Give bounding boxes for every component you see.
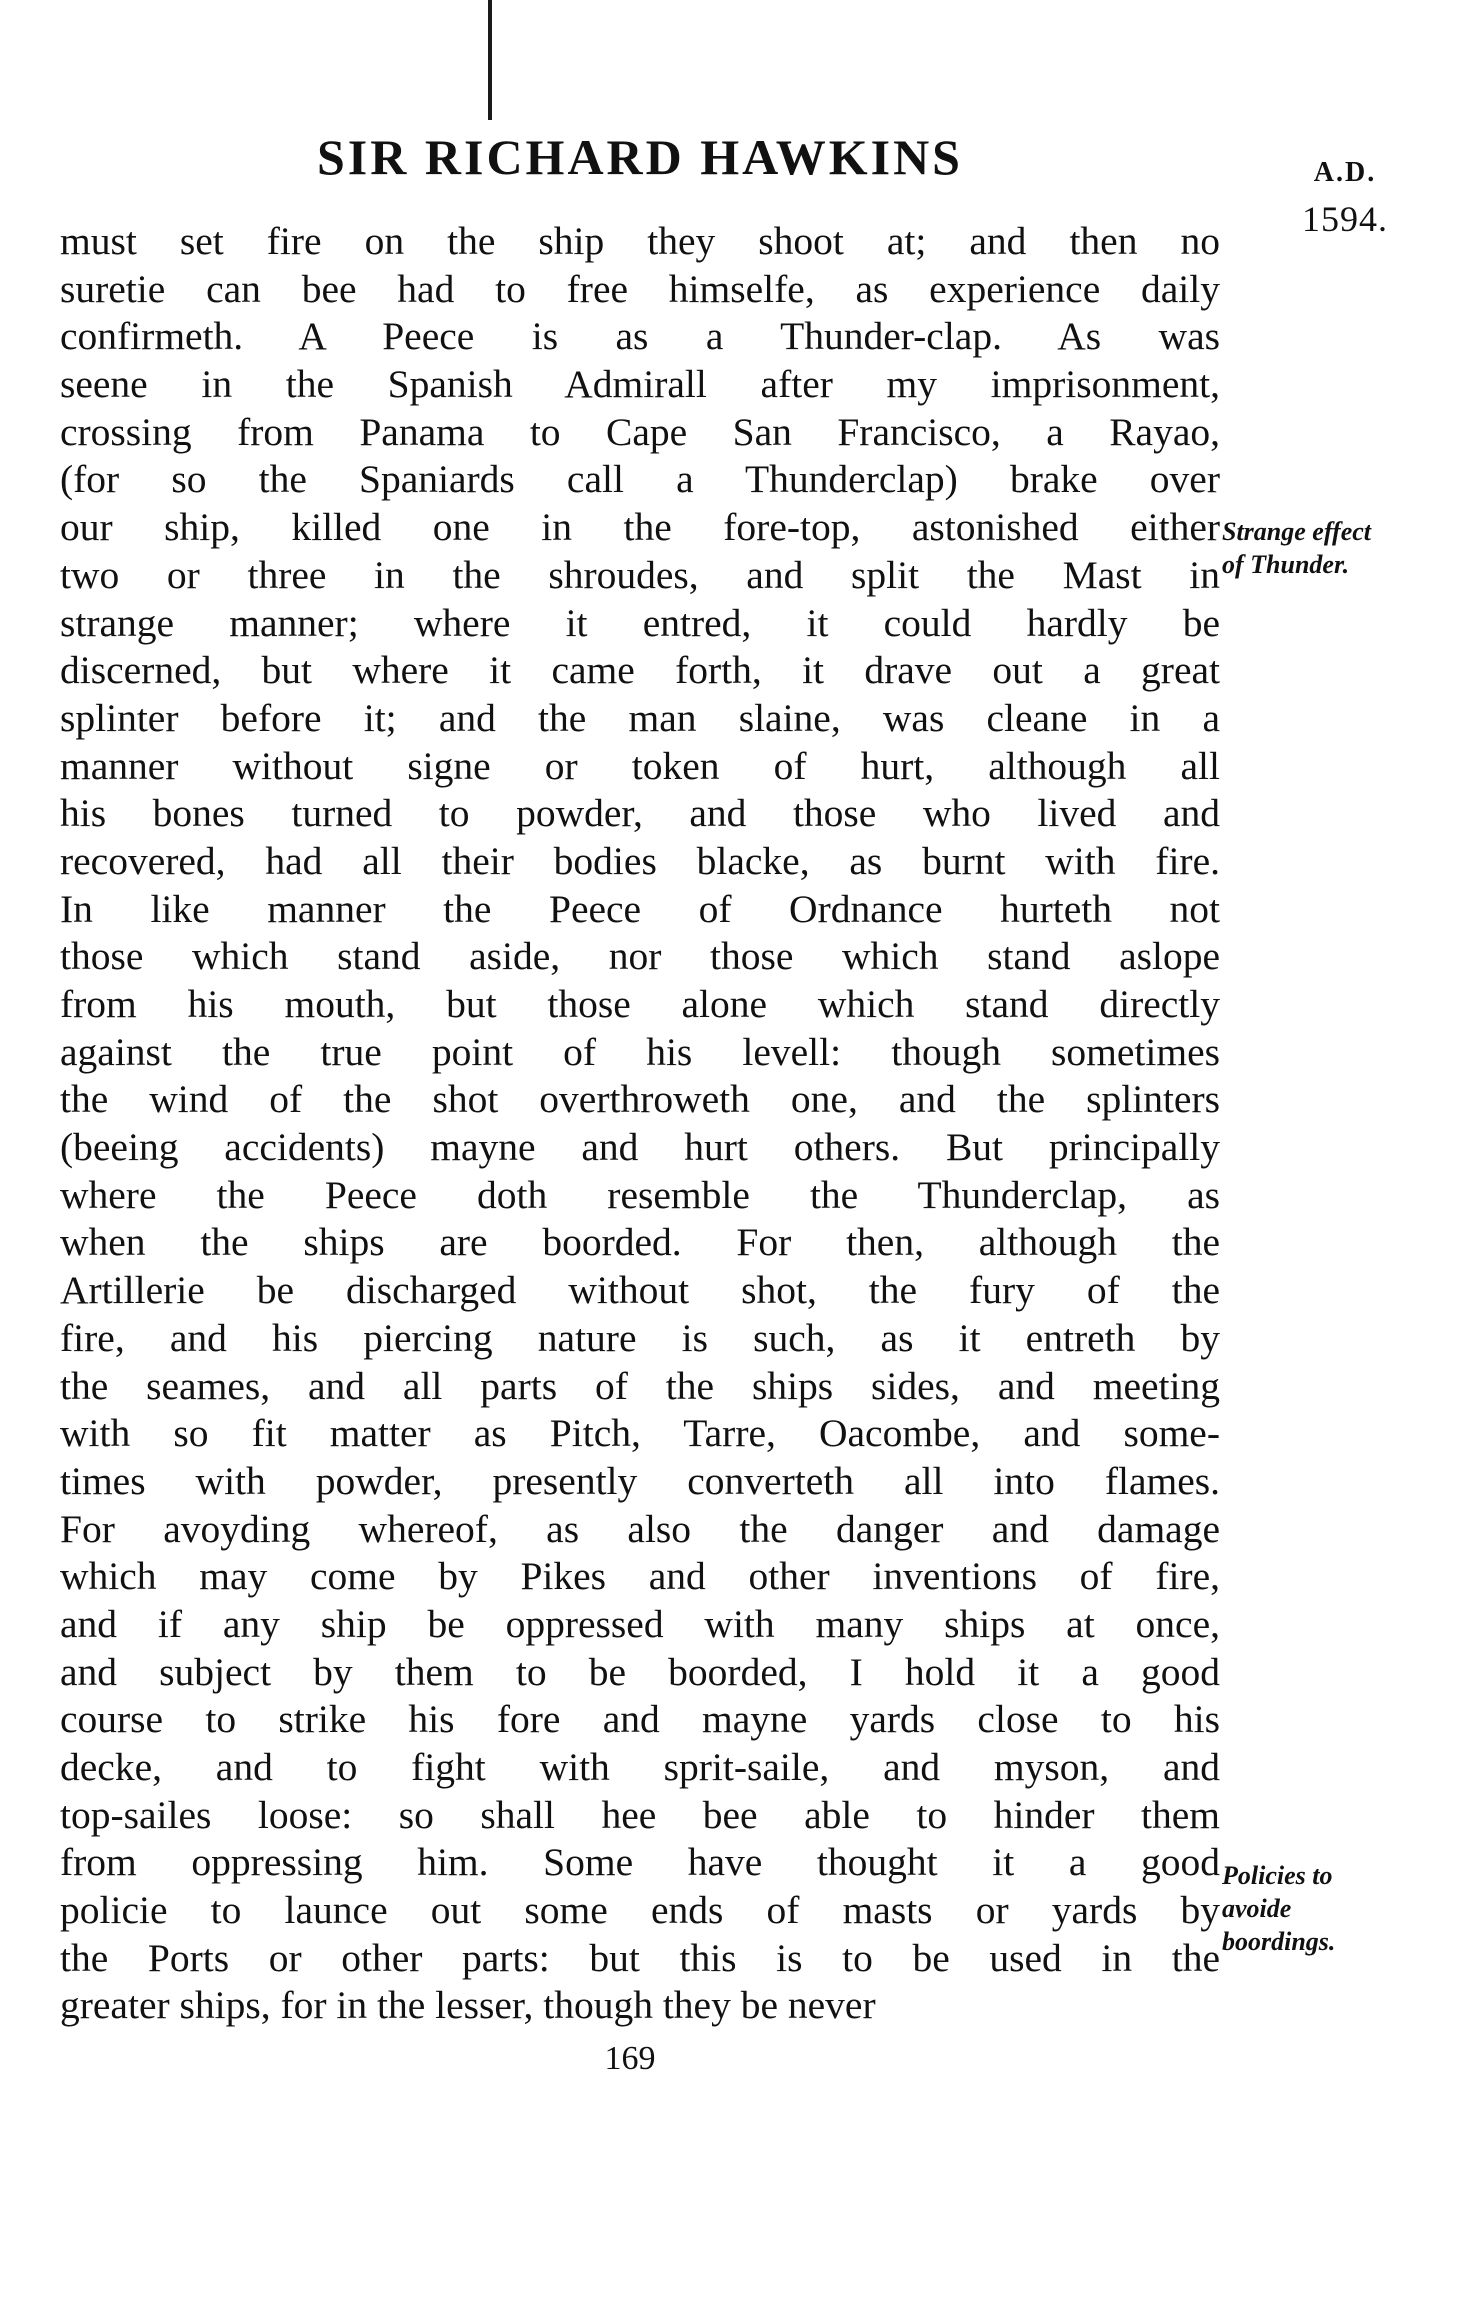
text-line: strange manner; where it entred, it could hardly be	[60, 600, 1220, 645]
text-line: policie to launce out some ends of masts or yards by	[60, 1888, 1220, 1933]
text-line: our ship, killed one in the fore-top, astonished either	[60, 505, 1220, 550]
text-line: Artillerie be discharged without shot, the fury of the	[60, 1268, 1220, 1313]
text-line: discerned, but where it came forth, it drave out a great	[60, 648, 1220, 693]
text-line: course to strike his fore and mayne yards close to his	[60, 1697, 1220, 1742]
text-line: with so fit matter as Pitch, Tarre, Oacombe, and some-	[60, 1411, 1220, 1456]
text-line: seene in the Spanish Admirall after my imprisonment,	[60, 362, 1220, 407]
text-line: two or three in the shroudes, and split the Mast in	[60, 552, 1220, 597]
text-line: the Ports or other parts: but this is to be used in the	[60, 1935, 1220, 1980]
running-head-title: SIR RICHARD HAWKINS	[317, 129, 963, 185]
text-line: and subject by them to be boorded, I hold it a good	[60, 1649, 1220, 1694]
margin-note-line: of Thunder.	[1222, 550, 1350, 579]
text-line: recovered, had all their bodies blacke, as burnt with fire.	[60, 838, 1220, 883]
text-line: splinter before it; and the man slaine, was cleane in a	[60, 695, 1220, 740]
text-line: greater ships, for in the lesser, though they be never	[60, 1983, 876, 2028]
date-label: A.D.	[1313, 157, 1377, 188]
text-line: decke, and to fight with sprit-saile, and myson, and	[60, 1745, 1220, 1789]
text-line: where the Peece doth resemble the Thunderclap, as	[60, 1172, 1220, 1217]
text-line: the seames, and all parts of the ships sides, and meeting	[60, 1363, 1220, 1408]
text-line: from his mouth, but those alone which stand directly	[60, 982, 1220, 1026]
text-line: when the ships are boorded. For then, although the	[60, 1220, 1220, 1265]
running-head-date	[1280, 150, 1410, 242]
body-text	[60, 218, 1220, 2030]
text-line: must set fire on the ship they shoot at; and then no	[60, 219, 1220, 263]
text-line: manner without signe or token of hurt, although all	[60, 743, 1220, 788]
text-line: For avoyding whereof, as also the danger and damage	[60, 1506, 1220, 1551]
text-line: against the true point of his levell: though sometimes	[60, 1029, 1220, 1074]
text-line: top-sailes loose: so shall hee bee able to hinder them	[60, 1792, 1220, 1837]
margin-note-line: Policies to	[1222, 1861, 1333, 1890]
text-line: crossing from Panama to Cape San Francisco, a Rayao,	[60, 409, 1220, 454]
text-line: (for so the Spaniards call a Thunderclap) brake over	[60, 457, 1220, 502]
margin-note-thunder	[1222, 508, 1462, 588]
margin-note-policies	[1222, 1852, 1462, 1965]
text-line: confirmeth. A Peece is as a Thunder-clap. As was	[60, 314, 1220, 359]
text-line: fire, and his piercing nature is such, as it entreth by	[60, 1315, 1220, 1360]
margin-note-line: Strange effect	[1222, 517, 1371, 546]
text-line: suretie can bee had to free himselfe, as experience daily	[60, 266, 1220, 311]
text-line: In like manner the Peece of Ordnance hurteth not	[60, 886, 1220, 931]
date-year: 1594.	[1302, 199, 1388, 239]
text-line: those which stand aside, nor those which stand aslope	[60, 934, 1220, 979]
text-line: (beeing accidents) mayne and hurt others. But principally	[60, 1125, 1220, 1170]
text-line: his bones turned to powder, and those who lived and	[60, 791, 1220, 836]
page-number: 169	[604, 2040, 656, 2077]
text-line: from oppressing him. Some have thought it a good	[60, 1840, 1220, 1885]
text-line: times with powder, presently converteth all into flames.	[60, 1458, 1220, 1503]
margin-note-line: boordings.	[1222, 1927, 1336, 1956]
text-line: which may come by Pikes and other inventions of fire,	[60, 1554, 1220, 1599]
text-line: and if any ship be oppressed with many ships at once,	[60, 1601, 1220, 1646]
text-line: the wind of the shot overthroweth one, and the splinters	[60, 1077, 1220, 1122]
binding-mark	[488, 0, 492, 120]
margin-note-line: avoide	[1222, 1894, 1292, 1923]
